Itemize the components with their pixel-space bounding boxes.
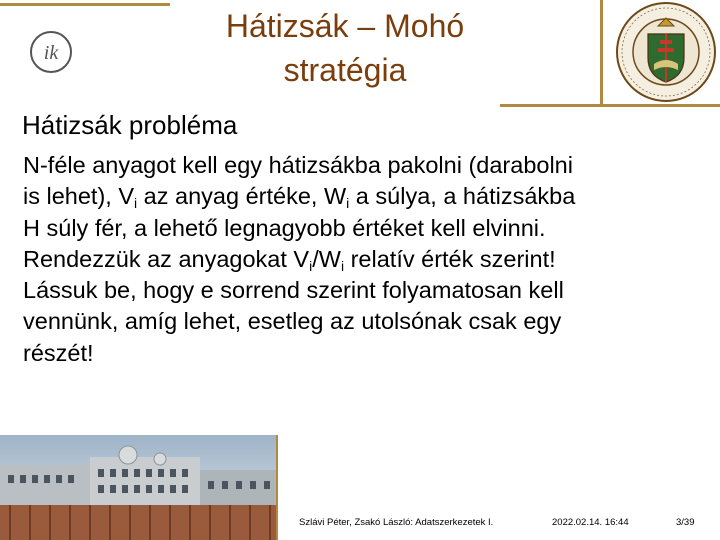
footer-divider: [276, 435, 278, 540]
body-line-2: is lehet), $V_i$ az anyag értéke, $W_i$ a súlya, a hátizsákba: [23, 183, 576, 212]
body-text: [23, 150, 703, 369]
body-line-6: vennünk, amíg lehet, esetleg az utolsónak csak egy: [23, 308, 562, 335]
campus-building-photo: [0, 435, 276, 540]
title-line-1: Hátizsák – Mohó: [225, 8, 465, 44]
body-line-7: részét!: [23, 339, 94, 366]
footer-author: Szlávi Péter, Zsakó László: Adatszerkezetek I.: [299, 517, 494, 528]
slide-subtitle: Hátizsák probléma: [22, 110, 238, 140]
footer-datetime: 2022.02.14. 16:44: [552, 517, 629, 528]
header-rule-left: [0, 3, 170, 6]
crest-divider: [600, 0, 603, 104]
body-line-5: Lássuk be, hogy e sorrend szerint folyamatosan kell: [23, 277, 564, 304]
title-line-2: stratégia: [283, 52, 407, 88]
body-line-1: N-féle anyagot kell egy hátizsákba pakolni (darabolni: [23, 152, 573, 178]
footer-page-number: 3/39: [676, 517, 695, 528]
university-crest-icon: [614, 0, 718, 104]
page-title: [175, 4, 515, 92]
body-line-4: Rendezzük az anyagokat $V_i/W_i$ relatív érték szerint!: [23, 245, 556, 274]
header-rule-right: [500, 104, 720, 107]
ik-logo-icon: [28, 29, 74, 75]
body-line-3: H súly fér, a lehető legnagyobb értéket kell elvinni.: [23, 214, 546, 241]
logo-text: ik: [43, 42, 59, 64]
